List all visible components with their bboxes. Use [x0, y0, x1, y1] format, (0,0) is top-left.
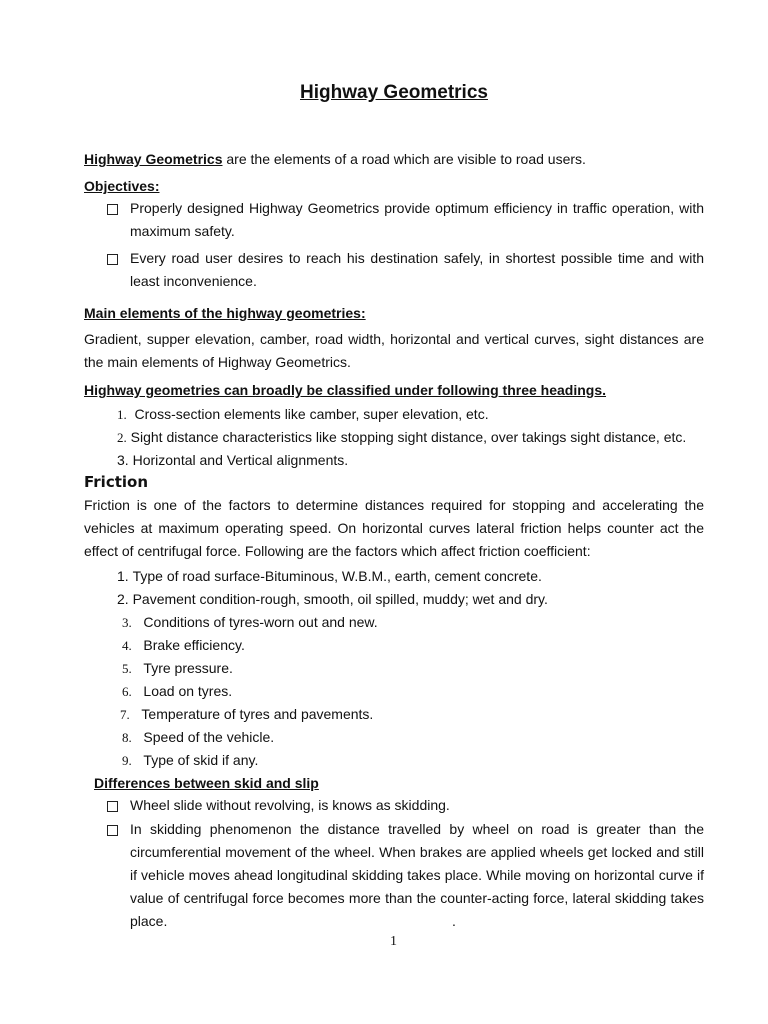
friction-factor — [122, 683, 232, 700]
item-number: 3. — [117, 452, 129, 468]
item-text: Horizontal and Vertical alignments. — [132, 452, 349, 468]
checkbox-bullet-icon — [107, 254, 118, 265]
friction-factor — [120, 706, 373, 723]
item-number: 4. — [122, 638, 132, 653]
friction-factor — [117, 568, 542, 584]
friction-factor — [117, 591, 548, 607]
checkbox-bullet-icon — [107, 801, 118, 812]
main-elements-heading: Main elements of the highway geometries: — [84, 305, 366, 321]
item-number: 3. — [122, 615, 132, 630]
item-text: Cross-section elements like camber, super elevation, etc. — [134, 406, 489, 422]
item-text: Type of skid if any. — [143, 752, 259, 768]
item-number: 1. — [117, 568, 129, 584]
intro-line — [84, 151, 586, 167]
item-text: Conditions of tyres-worn out and new. — [143, 614, 378, 630]
classification-heading: Highway geometries can broadly be classified under following three headings. — [84, 382, 607, 398]
main-elements-text: Gradient, supper elevation, camber, road width, horizontal and vertical curves, sight distances are the main elements of Highway Geometrics. — [84, 331, 704, 370]
friction-heading: Friction — [84, 473, 149, 491]
friction-factor — [122, 614, 378, 631]
checkbox-bullet-icon — [107, 825, 118, 836]
skid-slip-text: In skidding phenomenon the distance travelled by wheel on road is greater than the circumferential movement of the wheel. When brakes are applied wheels get locked and still if vehicle moves ahead longitudinal skidding takes place. While moving on horizontal curve if value of centrifugal force becomes more than the counter-acting force, lateral skidding takes place. — [130, 821, 704, 929]
item-number: 5. — [122, 661, 132, 676]
skid-slip-heading: Differences between skid and slip — [94, 775, 319, 791]
item-number: 2. — [117, 591, 129, 607]
item-number: 7. — [120, 707, 130, 722]
item-text: Temperature of tyres and pavements. — [141, 706, 374, 722]
item-text: Sight distance characteristics like stopping sight distance, over takings sight distance, etc. — [130, 429, 687, 445]
intro-text: are the elements of a road which are visible to road users. — [222, 151, 586, 167]
item-number: 6. — [122, 684, 132, 699]
intro-term: Highway Geometrics — [84, 151, 223, 167]
item-text: Speed of the vehicle. — [143, 729, 275, 745]
item-number: 2. — [117, 430, 127, 445]
item-text: Tyre pressure. — [143, 660, 233, 676]
page-number: 1 — [390, 934, 397, 949]
item-text: Brake efficiency. — [143, 637, 245, 653]
page-title: Highway Geometrics — [300, 82, 488, 103]
trailing-mark: . — [452, 913, 456, 929]
objectives-heading: Objectives: — [84, 178, 160, 194]
friction-factor — [122, 729, 274, 746]
item-number: 8. — [122, 730, 132, 745]
item-number: 9. — [122, 753, 132, 768]
skid-slip-text: Wheel slide without revolving, is knows as skidding. — [130, 797, 450, 813]
checkbox-bullet-icon — [107, 204, 118, 215]
friction-text: Friction is one of the factors to determine distances required for stopping and accelerating the vehicles at maximum operating speed. On horizontal curves lateral friction helps counter act the effect of centrifugal force. Following are the factors which affect friction coefficient: — [84, 497, 704, 559]
objective-text: Properly designed Highway Geometrics provide optimum efficiency in traffic operation, with maximum safety. — [130, 200, 704, 239]
objective-text: Every road user desires to reach his destination safely, in shortest possible time and with least inconvenience. — [130, 250, 704, 289]
friction-factor — [122, 660, 233, 677]
item-text: Type of road surface-Bituminous, W.B.M., earth, cement concrete. — [132, 568, 542, 584]
friction-factor — [122, 637, 245, 654]
classification-item — [117, 429, 686, 446]
item-text: Load on tyres. — [143, 683, 233, 699]
item-number: 1. — [117, 407, 127, 422]
classification-item — [117, 452, 348, 468]
item-text: Pavement condition-rough, smooth, oil spilled, muddy; wet and dry. — [132, 591, 548, 607]
friction-factor — [122, 752, 258, 769]
classification-item — [117, 406, 489, 423]
